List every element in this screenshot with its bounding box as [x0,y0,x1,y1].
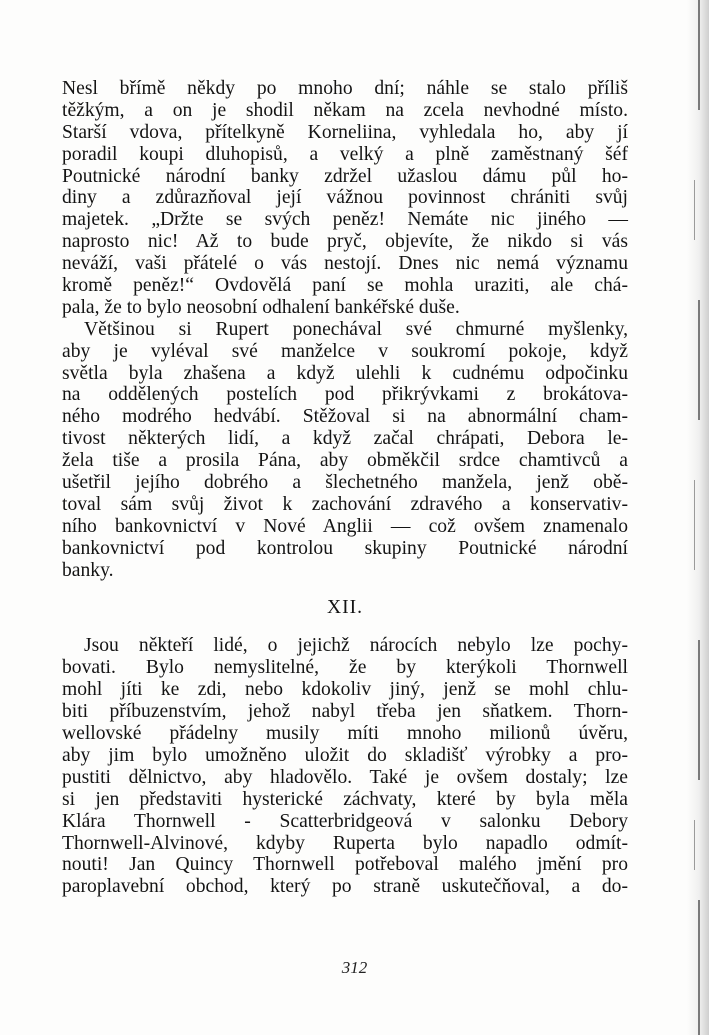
text-line: biti příbuzenstvím, jehož nabyl třeba jen sňatkem. Thorn- [62,701,628,723]
text-line: tivost některých lidí, a když začal chrápati, Debora le- [62,428,628,450]
text-line: žela tiše a prosila Pána, aby obměkčil srdce chamtivců a [62,450,628,472]
text-line: Starší vdova, přítelkyně Korneliina, vyhledala ho, aby jí [62,121,628,143]
text-line: ního bankovnictví v Nové Anglii — což ovšem znamenalo [62,515,628,537]
page-edge-mark [698,0,700,110]
page-edge-mark [698,300,700,420]
text-line: bovati. Bylo nemyslitelné, že by kterýkoli Thornwell [62,657,628,679]
text-line: toval sám svůj život k zachování zdravého a konservativ- [62,493,628,515]
text-line: poradil koupi dluhopisů, a velký a plně zaměstnaný šéf [62,143,628,165]
text-line: nouti! Jan Quincy Thornwell potřeboval malého jmění pro [62,854,628,876]
text-line: banky. [62,559,114,581]
paragraph-1 [62,78,628,319]
text-line: Nesl břímě někdy po mnoho dní; náhle se stalo příliš [62,78,628,99]
body-text [62,78,628,898]
text-line: diny a zdůrazňoval její vážnou povinnost chrániti svůj [62,187,628,209]
text-line: ušetřil jejího dobrého a šlechetného manžela, jenž obě- [62,472,628,494]
text-line: Thornwell-Alvinové, kdyby Ruperta bylo napadlo odmít- [62,832,628,854]
text-line: kromě peněz!“ Ovdovělá paní se mohla uraziti, ale chá- [62,275,628,297]
text-line: majetek. „Držte se svých peněz! Nemáte nic jiného — [62,209,628,231]
text-line: si jen představiti hysterické záchvaty, které by byla měla [62,788,628,810]
page-edge-mark [694,820,695,870]
text-line: těžkým, a on je shodil někam na zcela nevhodné místo. [62,99,628,121]
text-line: pustiti dělnictvo, aby hladovělo. Také je ovšem dostaly; lze [62,766,628,788]
page-edge-mark [694,480,695,570]
text-line: naprosto nic! Až to bude pryč, objevíte, že nikdo si vás [62,231,628,253]
text-line: aby je vyléval své manželce v soukromí pokoje, když [62,340,628,362]
page-number: 312 [341,958,368,977]
text-line: Poutnické národní banky zdržel užaslou dámu půl ho- [62,165,628,187]
text-line: mohl jíti ke zdi, nebo kdokoliv jiný, jenž se mohl chlu- [62,679,628,701]
text-line: paroplavební obchod, který po straně uskutečňoval, a do- [62,876,628,898]
text-line: na oddělených postelích pod přikrývkami z brokátova- [62,384,628,406]
page-edge-mark [698,640,700,780]
text-line: Většinou si Rupert ponechával své chmurné myšlenky, [84,318,628,340]
text-line: Jsou někteří lidé, o jejichž nárocích nebylo lze pochy- [84,635,628,657]
page-edge-shadow [687,0,709,1035]
chapter-heading: XII. [326,597,364,619]
text-line: pala, že to bylo neosobní odhalení bankéřské duše. [62,296,460,318]
text-line: ného modrého hedvábí. Stěžoval si na abnormální cham- [62,406,628,428]
text-line: světla byla zhašena a když ulehli k cudnému odpočinku [62,362,628,384]
paragraph-3 [62,635,628,898]
text-line: wellovské přádelny musily míti mnoho milionů úvěru, [62,723,628,745]
text-line: bankovnictví pod kontrolou skupiny Poutnické národní [62,537,628,559]
text-line: Klára Thornwell - Scatterbridgeová v salonku Debory [62,810,628,832]
text-line: aby jim bylo umožněno uložit do skladišť výrobky a pro- [62,744,628,766]
page-edge-mark [694,180,695,240]
paragraph-2 [62,319,628,582]
text-line: neváží, vaši přátelé o vás nestojí. Dnes nic nemá významu [62,253,628,275]
